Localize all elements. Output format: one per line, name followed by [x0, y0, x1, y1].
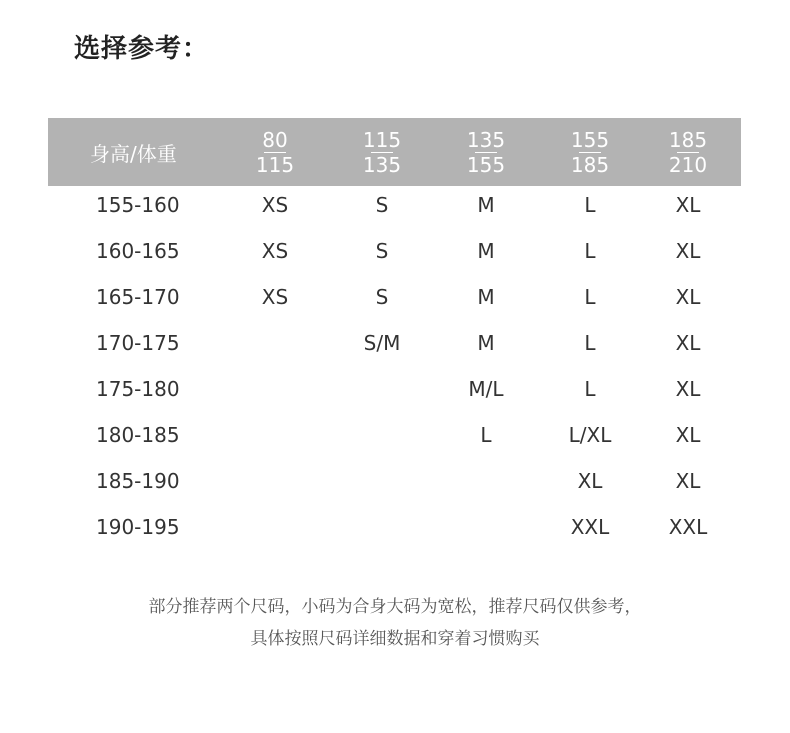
size-cell: XL: [675, 377, 701, 401]
weight-min: 185: [668, 128, 708, 152]
height-range-cell: 155-160: [96, 193, 180, 217]
size-cell: S: [375, 239, 389, 263]
weight-column-header: [446, 128, 526, 177]
size-cell: S/M: [363, 331, 401, 355]
size-cell: [235, 370, 315, 416]
height-range-cell: 160-165: [96, 239, 180, 263]
weight-max: 210: [668, 153, 708, 177]
size-cell: [235, 324, 315, 370]
weight-min: 155: [570, 128, 610, 152]
table-header-row: [48, 118, 741, 186]
table-row: [48, 186, 741, 232]
size-cell: XL: [577, 469, 603, 493]
table-row: [48, 324, 741, 370]
weight-min: 80: [262, 128, 288, 152]
height-weight-header: 身高/体重: [90, 142, 177, 166]
weight-min: 115: [362, 128, 402, 152]
height-range-cell: 170-175: [96, 331, 180, 355]
size-cell: [446, 508, 526, 554]
height-range-cell: 190-195: [96, 515, 180, 539]
size-cell: [235, 462, 315, 508]
height-range-cell: 185-190: [96, 469, 180, 493]
size-cell: [342, 416, 422, 462]
table-row: [48, 232, 741, 278]
size-cell: XL: [675, 285, 701, 309]
size-cell: XS: [261, 239, 289, 263]
weight-min: 135: [466, 128, 506, 152]
size-cell: M: [477, 331, 495, 355]
size-chart-table: [48, 118, 741, 554]
size-cell: XS: [261, 285, 289, 309]
size-cell: L: [584, 285, 596, 309]
table-row: [48, 462, 741, 508]
footnote-purchase-advice: 具体按照尺码详细数据和穿着习惯购买: [250, 629, 540, 649]
size-cell: M/L: [468, 377, 504, 401]
size-cell: L: [584, 193, 596, 217]
size-cell: M: [477, 193, 495, 217]
size-cell: [342, 462, 422, 508]
weight-column-header: [648, 128, 728, 177]
height-range-cell: 180-185: [96, 423, 180, 447]
table-row: [48, 508, 741, 554]
size-cell: XXL: [668, 515, 708, 539]
weight-column-header: [235, 128, 315, 177]
weight-max: 115: [255, 153, 295, 177]
size-cell: XL: [675, 239, 701, 263]
table-row: [48, 370, 741, 416]
size-cell: [342, 370, 422, 416]
size-cell: S: [375, 285, 389, 309]
size-cell: M: [477, 285, 495, 309]
weight-max: 135: [362, 153, 402, 177]
size-cell: XL: [675, 469, 701, 493]
size-cell: XXL: [570, 515, 610, 539]
page-title: 选择参考：: [74, 34, 210, 64]
size-cell: XL: [675, 331, 701, 355]
size-cell: L: [584, 331, 596, 355]
weight-column-header: [550, 128, 630, 177]
size-cell: L/XL: [568, 423, 612, 447]
size-cell: L: [584, 377, 596, 401]
table-row: [48, 278, 741, 324]
size-cell: [342, 508, 422, 554]
size-cell: L: [584, 239, 596, 263]
height-range-cell: 165-170: [96, 285, 180, 309]
size-cell: XL: [675, 193, 701, 217]
size-cell: XS: [261, 193, 289, 217]
size-cell: [235, 508, 315, 554]
size-cell: M: [477, 239, 495, 263]
table-body: [48, 186, 741, 554]
size-cell: L: [480, 423, 492, 447]
size-cell: [235, 416, 315, 462]
size-cell: S: [375, 193, 389, 217]
size-cell: XL: [675, 423, 701, 447]
weight-max: 185: [570, 153, 610, 177]
size-cell: [446, 462, 526, 508]
height-range-cell: 175-180: [96, 377, 180, 401]
footnote-recommendation: 部分推荐两个尺码，小码为合身大码为宽松，推荐尺码仅供参考，: [148, 597, 642, 617]
weight-column-header: [342, 128, 422, 177]
table-row: [48, 416, 741, 462]
weight-max: 155: [466, 153, 506, 177]
